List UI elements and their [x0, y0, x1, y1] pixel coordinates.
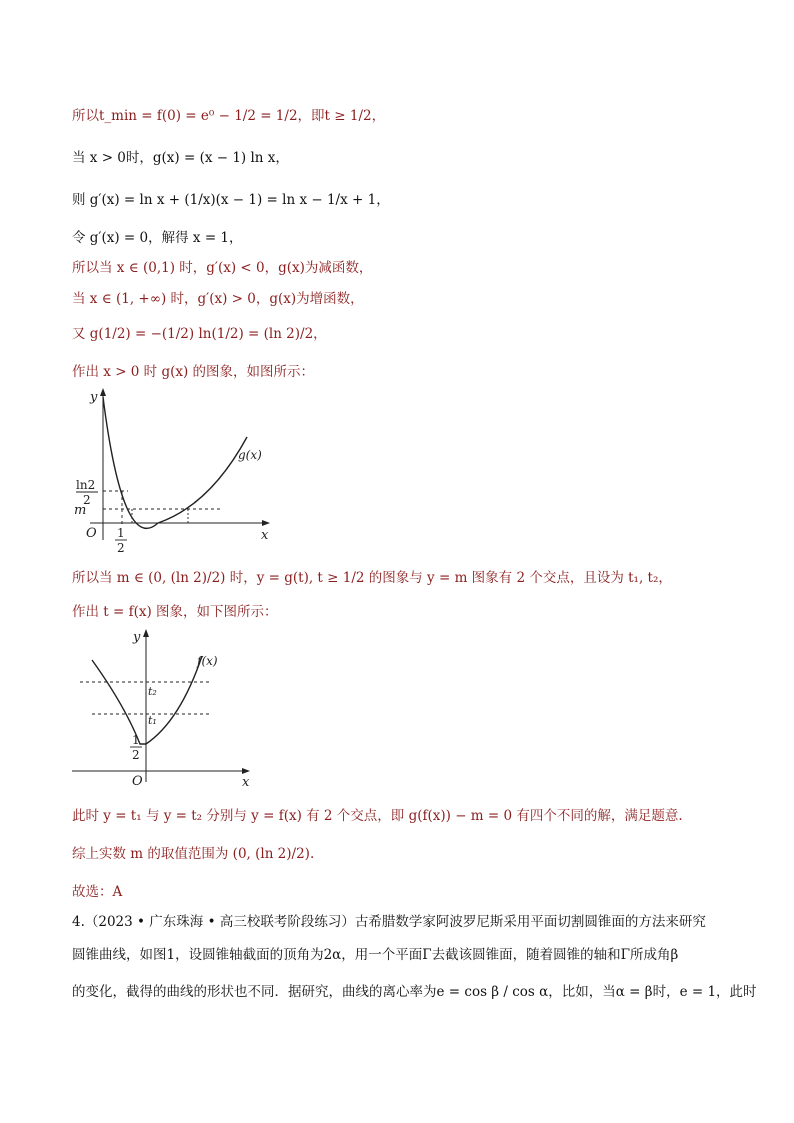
fig2-y-arrow — [143, 629, 149, 637]
fig1-ln2-denominator: 2 — [83, 493, 91, 507]
fig2-x-arrow — [242, 768, 250, 774]
figure-g-graph — [70, 385, 280, 555]
fig1-half-denominator: 2 — [117, 541, 125, 555]
fig1-m-label: m — [74, 503, 87, 518]
text-line-3: 则 g′(x) = ln x + (1/x)(x − 1) = ln x − 1/x + 1， — [72, 192, 390, 208]
fig1-half-numerator: 1 — [117, 526, 125, 540]
fig1-y-label: y — [90, 390, 98, 405]
text-line-12: 综上实数 m 的取值范围为 (0, (ln 2)/2). — [72, 846, 315, 862]
fig2-y-label: y — [133, 630, 141, 645]
figure-f-graph — [70, 626, 260, 788]
text-line-7: 又 g(1/2) = −(1/2) ln(1/2) = (ln 2)/2， — [72, 326, 327, 342]
fig1-x-arrow — [262, 520, 270, 526]
fig1-ln2-numerator: ln2 — [76, 478, 96, 492]
text-line-5: 所以当 x ∈ (0,1) 时，g′(x) < 0，g(x)为减函数， — [72, 260, 373, 276]
text-line-10: 作出 t = f(x) 图象，如下图所示： — [72, 604, 278, 620]
fig1-curve-label: g(x) — [238, 448, 262, 462]
fig2-x-label: x — [242, 775, 250, 788]
text-line-4: 令 g′(x) = 0，解得 x = 1， — [72, 230, 243, 246]
fig2-half-denominator: 2 — [132, 748, 140, 762]
text-line-2: 当 x > 0时，g(x) = (x − 1) ln x， — [72, 150, 289, 166]
text-line-8: 作出 x > 0 时 g(x) 的图象，如图所示： — [72, 364, 315, 380]
text-line-1: 所以t_min = f(0) = e⁰ − 1/2 = 1/2，即t ≥ 1/2， — [72, 108, 386, 124]
text-line-15: 圆锥曲线，如图1，设圆锥轴截面的顶角为2α，用一个平面Γ去截该圆锥面，随着圆锥的轴和Γ所成角β — [72, 947, 679, 963]
fig2-curve-label: f(x) — [197, 654, 218, 668]
fig2-curve-left — [92, 660, 146, 744]
fig2-t1-label: t₁ — [148, 714, 157, 727]
fig1-x-label: x — [261, 528, 269, 543]
fig2-half-numerator: 1 — [132, 733, 140, 747]
text-line-9: 所以当 m ∈ (0, (ln 2)/2) 时，y = g(t), t ≥ 1/2 的图象与 y = m 图象有 2 个交点，且设为 t₁, t₂， — [72, 570, 672, 586]
fig2-origin-label: O — [132, 774, 143, 788]
text-line-14: 4.（2023 • 广东珠海 • 高三校联考阶段练习）古希腊数学家阿波罗尼斯采用平面切割圆锥面的方法来研究 — [72, 914, 706, 930]
fig1-y-arrow — [100, 388, 106, 396]
text-line-16: 的变化，截得的曲线的形状也不同．据研究，曲线的离心率为e = cos β / cos α，比如，当α = β时，e = 1，此时 — [72, 984, 757, 1000]
text-line-11: 此时 y = t₁ 与 y = t₂ 分别与 y = f(x) 有 2 个交点，即 g(f(x)) − m = 0 有四个不同的解，满足题意. — [72, 808, 683, 824]
fig1-origin-label: O — [86, 526, 97, 541]
text-line-6: 当 x ∈ (1, +∞) 时，g′(x) > 0，g(x)为增函数， — [72, 291, 364, 307]
fig2-curve-right — [146, 656, 202, 744]
fig2-t2-label: t₂ — [148, 685, 157, 698]
text-line-13: 故选：A — [72, 884, 123, 900]
